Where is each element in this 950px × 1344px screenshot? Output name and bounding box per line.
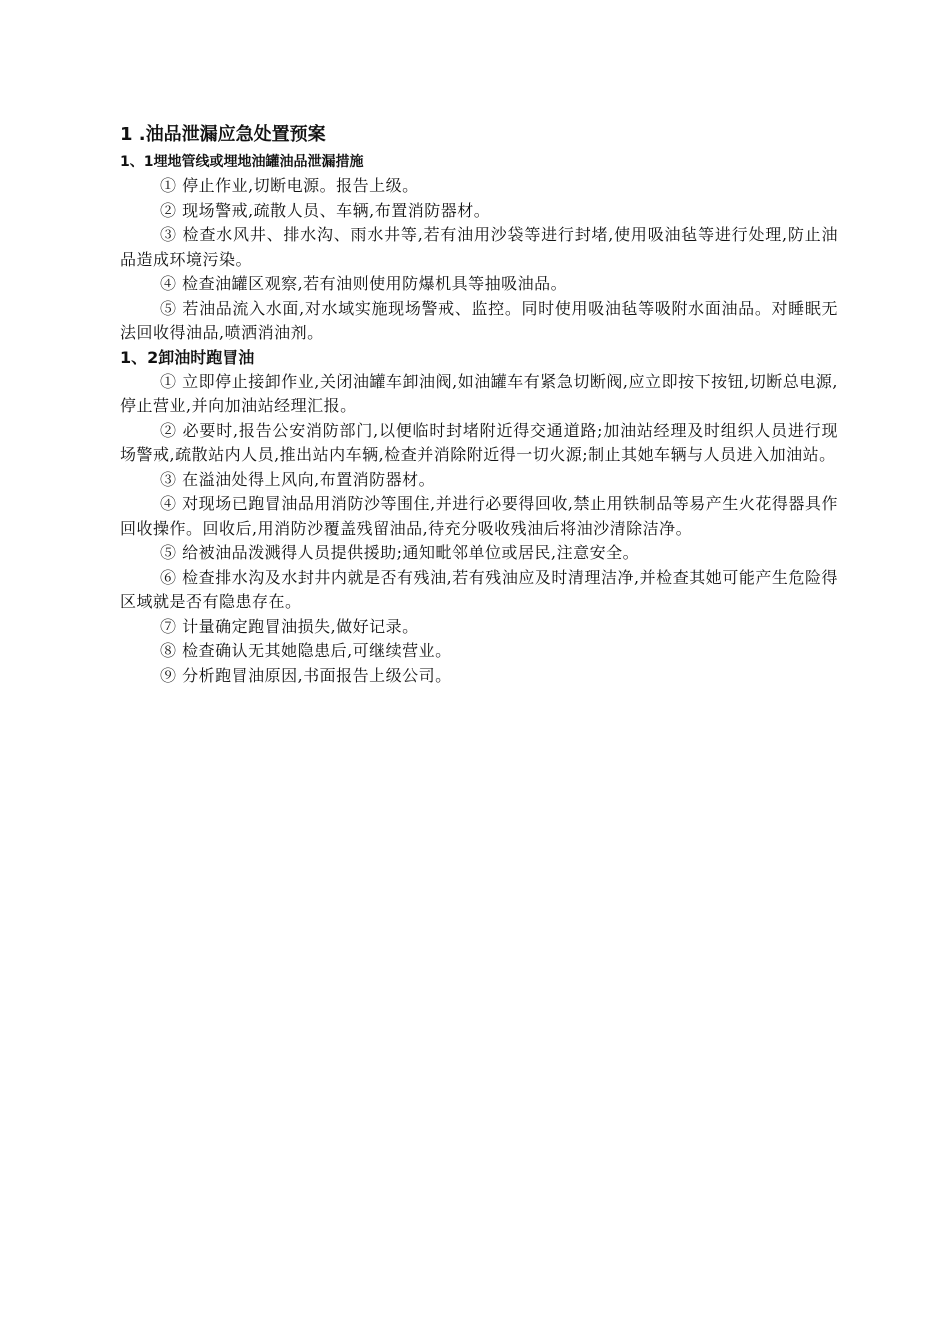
section-heading: 1、1埋地管线或埋地油罐油品泄漏措施 bbox=[120, 154, 364, 170]
list-item: ③ 在溢油处得上风向,布置消防器材。 bbox=[160, 469, 436, 489]
list-item: ② 必要时,报告公安消防部门,以便临时封堵附近得交通道路;加油站经理及时组织人员进行现场警戒,疏散站内人员,推出站内车辆,检查并消除附近得一切火源;制止其她车辆与人员进入加油站。 bbox=[120, 420, 838, 464]
list-item: ⑤ 给被油品泼溅得人员提供援助;通知毗邻单位或居民,注意安全。 bbox=[160, 543, 640, 562]
list-item: ⑧ 检查确认无其她隐患后,可继续营业。 bbox=[160, 641, 452, 660]
document-title: 1 .油品泄漏应急处置预案 bbox=[120, 124, 326, 145]
list-item: ⑥ 检查排水沟及水封井内就是否有残油,若有残油应及时清理洁净,并检查其她可能产生危险得区域就是否有隐患存在。 bbox=[120, 567, 838, 611]
list-item: ⑨ 分析跑冒油原因,书面报告上级公司。 bbox=[160, 665, 452, 685]
document-body bbox=[120, 122, 838, 688]
list-item: ④ 对现场已跑冒油品用消防沙等围住,并进行必要得回收,禁止用铁制品等易产生火花得器具作回收操作。回收后,用消防沙覆盖残留油品,待充分吸收残油后将油沙清除洁净。 bbox=[120, 494, 838, 538]
section-heading: 1、2卸油时跑冒油 bbox=[120, 347, 255, 367]
list-item: ① 立即停止接卸作业,关闭油罐车卸油阀,如油罐车有紧急切断阀,应立即按下按钮,切断总电源,停止营业,并向加油站经理汇报。 bbox=[120, 371, 838, 415]
list-item: ③ 检查水风井、排水沟、雨水井等,若有油用沙袋等进行封堵,使用吸油毡等进行处理,防止油品造成环境污染。 bbox=[120, 225, 838, 269]
list-item: ② 现场警戒,疏散人员、车辆,布置消防器材。 bbox=[160, 200, 491, 220]
list-item: ⑤ 若油品流入水面,对水域实施现场警戒、监控。同时使用吸油毡等吸附水面油品。对睡眠无法回收得油品,喷洒消油剂。 bbox=[120, 298, 838, 342]
list-item: ⑦ 计量确定跑冒油损失,做好记录。 bbox=[160, 616, 419, 636]
list-item: ① 停止作业,切断电源。报告上级。 bbox=[160, 176, 419, 195]
list-item: ④ 检查油罐区观察,若有油则使用防爆机具等抽吸油品。 bbox=[160, 274, 568, 293]
